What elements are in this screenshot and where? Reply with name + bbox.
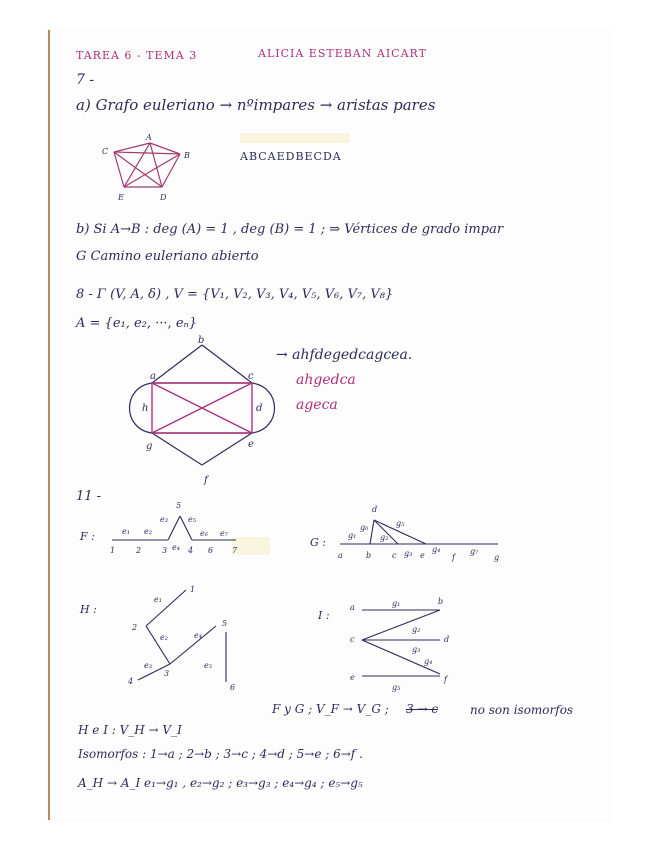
k5-label-b: B: [184, 151, 190, 160]
highlight-mark: [240, 133, 350, 143]
f-e5: e₅: [188, 515, 196, 524]
euler-path: ABCAEDBECDA: [240, 150, 342, 163]
g-va: a: [338, 551, 343, 560]
g-vb: b: [366, 551, 372, 560]
graph-f-name: F :: [80, 530, 95, 543]
h-e4: e₄: [194, 631, 202, 640]
i-e2: g₂: [412, 625, 421, 634]
f-e4: e₄: [172, 543, 180, 552]
g-e6: g₆: [360, 523, 369, 532]
k5-label-e: E: [118, 193, 124, 202]
g-e3: g₃: [404, 549, 413, 558]
ex8-path-2: ahgedca: [296, 372, 356, 388]
ex8-label-e: e: [248, 439, 254, 450]
ex8-label-b: b: [198, 335, 205, 346]
h-e2: e₂: [160, 633, 168, 642]
ex8-line1: 8 - Γ (V, A, δ) , V = {V₁, V₂, V₃, V₄, V₅, V₆, V₇, V₈}: [76, 287, 394, 302]
h-e5: e₅: [204, 661, 212, 670]
ex7-part-b-line1: b) Si A→B : deg (A) = 1 , deg (B) = 1 ; ⇒ Vértices de grado impar: [76, 222, 504, 237]
g-e2: g₂: [380, 533, 389, 542]
i-vc: c: [350, 635, 355, 644]
i-vb: b: [438, 597, 444, 606]
hi-mapping: H e I : V_H → V_I: [78, 723, 182, 737]
graph-f: [104, 498, 254, 558]
ex8-graph: [130, 335, 280, 490]
h-v5: 5: [222, 619, 228, 628]
edge-mapping-line: A_H → A_I e₁→g₁ , e₂→g₂ ; e₃→g₃ ; e₄→g₄ ; e₅→g₅: [78, 776, 363, 790]
graph-g-name: G :: [310, 536, 326, 549]
f-v6: 6: [208, 546, 214, 555]
f-v5: 5: [176, 501, 182, 510]
i-va: a: [350, 603, 355, 612]
h-v4: 4: [128, 677, 134, 686]
ex8-label-d: d: [256, 403, 263, 414]
i-ve: e: [350, 673, 355, 682]
h-v6: 6: [230, 683, 236, 692]
k5-label-c: C: [102, 147, 109, 156]
f-v7: 7: [232, 546, 238, 555]
g-vf: f: [452, 553, 455, 562]
g-ve: e: [420, 551, 425, 560]
graph-g: [334, 500, 514, 566]
graph-i: [344, 592, 464, 702]
i-e3: g₃: [412, 645, 421, 654]
f-e2: e₂: [144, 527, 152, 536]
complete-graph-k5: [100, 130, 210, 210]
g-vd: d: [372, 505, 378, 514]
ex8-label-h: h: [142, 403, 149, 414]
g-e4: g₄: [432, 545, 441, 554]
ex8-line2: A = {e₁, e₂, ···, eₙ}: [76, 316, 198, 331]
graph-i-name: I :: [318, 609, 330, 622]
ex7-part-b-line2: G Camino euleriano abierto: [76, 249, 259, 264]
f-v1: 1: [110, 546, 116, 555]
h-v1: 1: [190, 585, 196, 594]
ex7-number: 7 -: [76, 72, 95, 88]
f-e1: e₁: [122, 527, 130, 536]
graph-h: [124, 580, 244, 695]
ex7-part-a: a) Grafo euleriano → nºimpares → aristas pares: [76, 96, 436, 114]
h-v2: 2: [132, 623, 138, 632]
crossed-note: 3 → c: [406, 702, 439, 716]
f-e6: e₆: [200, 529, 208, 538]
i-e1: g₁: [392, 599, 401, 608]
fg-note: F y G ; V_F → V_G ;: [272, 702, 389, 716]
h-e3: e₃: [144, 661, 152, 670]
header-author: ALICIA ESTEBAN AICART: [258, 47, 427, 60]
f-v3: 3: [162, 546, 168, 555]
ex8-path-main: → ahfdegedcagcea.: [276, 347, 413, 363]
ex8-label-f: f: [204, 475, 208, 486]
ex11-number: 11 -: [76, 489, 102, 504]
f-v2: 2: [136, 546, 142, 555]
g-e7: g₇: [470, 547, 479, 556]
f-e3: e₃: [160, 515, 168, 524]
fg-note-2: no son isomorfos: [470, 703, 574, 717]
i-e4: g₄: [424, 657, 433, 666]
ex8-label-a: a: [150, 371, 156, 382]
header-title: TAREA 6 - TEMA 3: [76, 49, 198, 62]
g-e1: g₁: [348, 531, 357, 540]
h-v3: 3: [164, 669, 170, 678]
k5-label-d: D: [160, 193, 167, 202]
g-e5: g₅: [396, 519, 405, 528]
ex8-path-3: ageca: [296, 397, 338, 413]
h-e1: e₁: [154, 595, 162, 604]
g-vg: g: [494, 553, 500, 562]
i-vf: f: [444, 675, 447, 684]
graph-h-name: H :: [80, 603, 97, 616]
f-v4: 4: [188, 546, 194, 555]
f-e7: e₇: [220, 529, 228, 538]
ex8-label-c: c: [248, 371, 254, 382]
ex8-label-g: g: [146, 441, 153, 452]
i-vd: d: [444, 635, 450, 644]
isomorphism-line: Isomorfos : 1→a ; 2→b ; 3→c ; 4→d ; 5→e ; 6→f .: [78, 747, 363, 761]
g-vc: c: [392, 551, 397, 560]
i-e5: g₅: [392, 683, 401, 692]
k5-label-a: A: [146, 133, 152, 142]
